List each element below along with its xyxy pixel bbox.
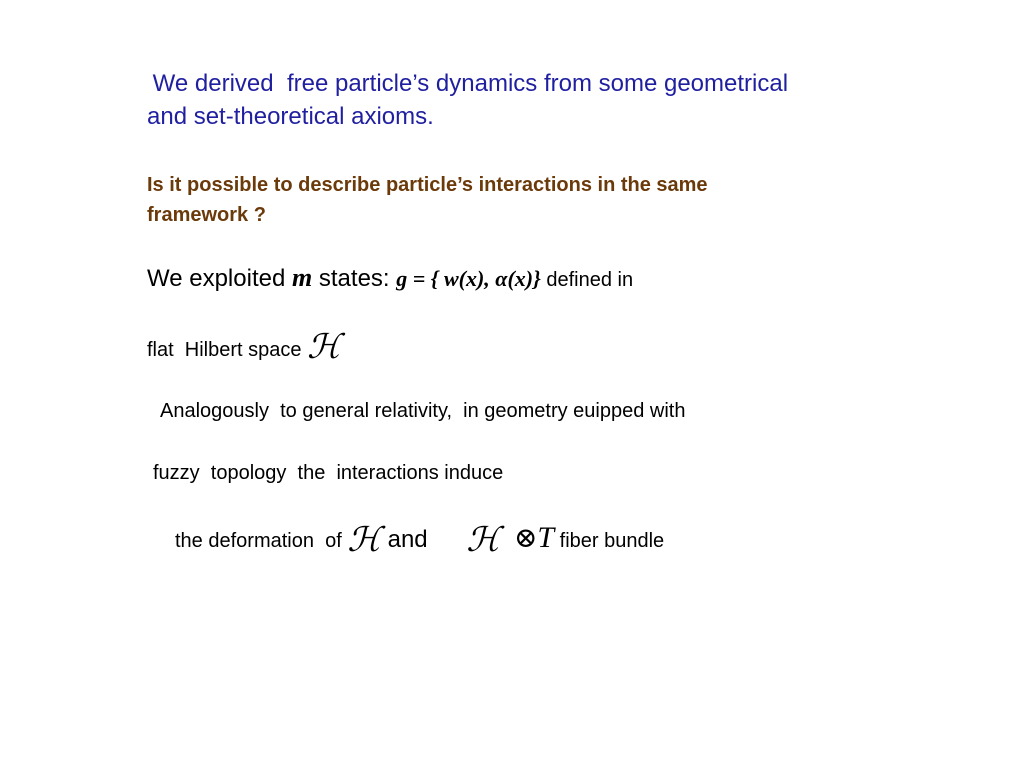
tensor-product-symbol: ⊗ xyxy=(513,521,538,554)
analogy-line-2: fuzzy topology the interactions induce xyxy=(153,462,504,484)
and-label: and xyxy=(380,526,435,553)
t-symbol: T xyxy=(537,521,555,554)
states-label: states: xyxy=(312,265,397,292)
defined-in-label: defined in xyxy=(540,269,634,291)
deformation-prefix: the deformation of xyxy=(175,530,348,552)
hilbert-line xyxy=(147,327,341,367)
m-symbol: m xyxy=(291,263,313,292)
intro-line-2: and set-theoretical axioms. xyxy=(147,103,434,130)
g-expression: g = { w(x), α(x)} xyxy=(396,266,541,291)
intro-line-1: We derived free particle’s dynamics from some geometrical xyxy=(146,70,789,97)
hilbert-text: flat Hilbert space xyxy=(147,339,308,361)
hilbert-space-symbol-2: ℋ xyxy=(347,520,381,560)
exploited-prefix: We exploited xyxy=(147,265,292,292)
hilbert-space-symbol: ℋ xyxy=(307,327,341,367)
question-line-2: framework ? xyxy=(147,204,266,226)
question-line-1: Is it possible to describe particle’s interactions in the same xyxy=(147,174,708,196)
deformation-line xyxy=(175,520,665,560)
analogy-line-1: Analogously to general relativity, in geometry euipped with xyxy=(160,400,686,422)
hilbert-space-symbol-3: ℋ xyxy=(466,520,500,560)
exploited-statement xyxy=(147,263,633,293)
fiber-bundle-label: fiber bundle xyxy=(554,530,665,552)
